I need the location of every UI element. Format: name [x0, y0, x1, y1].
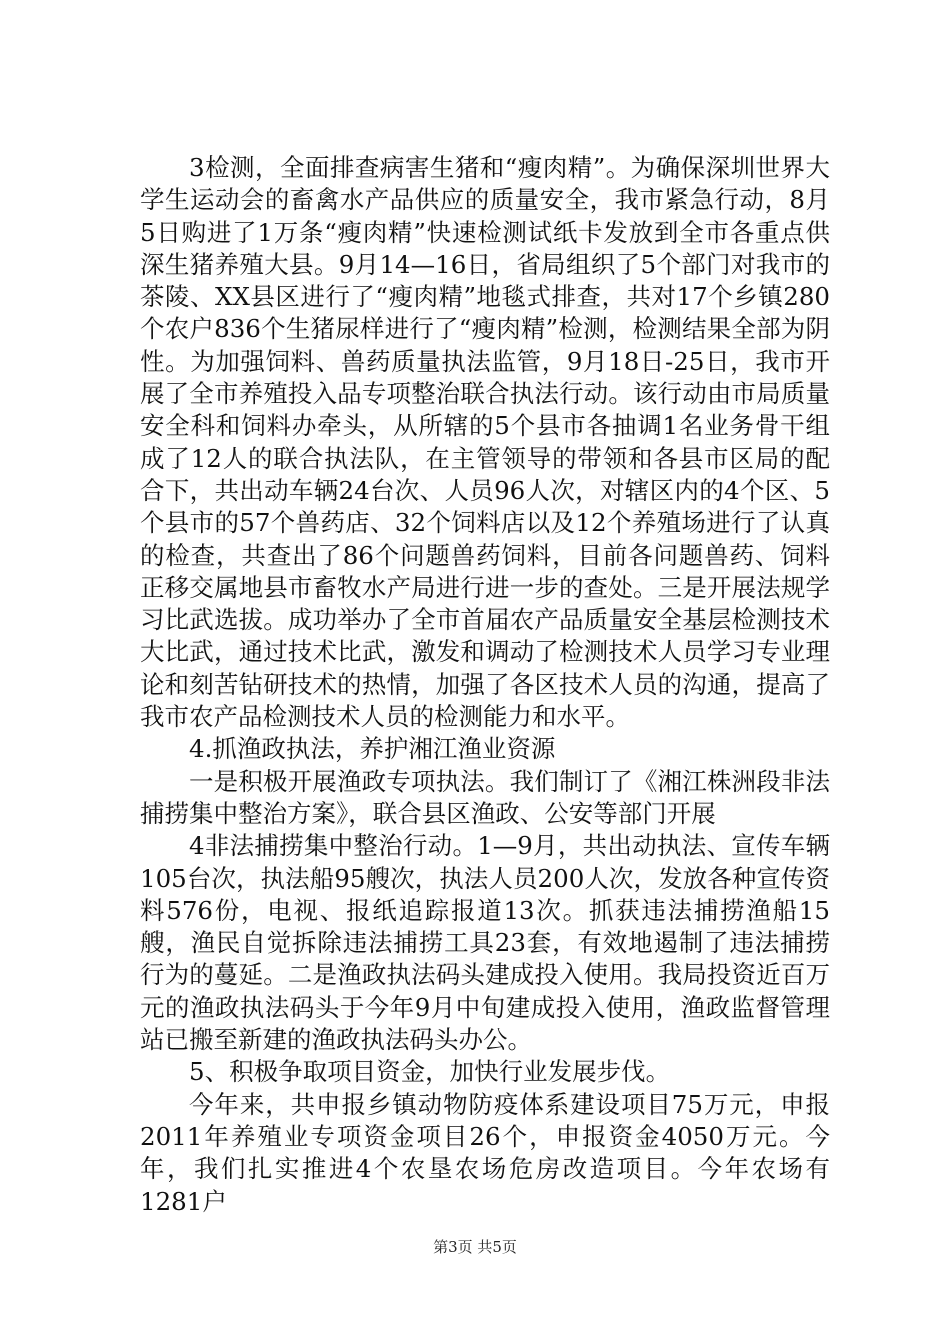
paragraph-illegal-fishing: 4非法捕捞集中整治行动。1—9月，共出动执法、宣传车辆105台次，执法船95艘次，执法人员200人次，发放各种宣传资料576份，电视、报纸追踪报道13次。抓获违法捕捞渔船15艘，渔民自觉拆除违法捕捞工具23套，有效地遏制了违法捕捞行为的蔓延。二是渔政执法码头建成投入使用。我局投资近百万元的渔政执法码头于今年9月中旬建成投入使用，渔政监督管理站已搬至新建的渔政执法码头办公。: [140, 831, 830, 1055]
body-text: [140, 152, 830, 1218]
paragraph-fishery-enforcement: 一是积极开展渔政专项执法。我们制订了《湘江株洲段非法捕捞集中整治方案》，联合县区渔政、公安等部门开展: [140, 766, 830, 828]
section-heading-funding: 5、积极争取项目资金，加快行业发展步伐。: [189, 1057, 671, 1087]
paragraph-inspection: 3检测，全面排查病害生猪和“瘦肉精”。为确保深圳世界大学生运动会的畜禽水产品供应的质量安全，我市紧急行动，8月5日购进了1万条“瘦肉精”快速检测试纸卡发放到全市各重点供深生猪养殖大县。9月14—16日，省局组织了5个部门对我市的茶陵、XX县区进行了“瘦肉精”地毯式排查，共对17个乡镇280个农户836个生猪尿样进行了“瘦肉精”检测，检测结果全部为阴性。为加强饲料、兽药质量执法监管，9月18日-25日，我市开展了全市养殖投入品专项整治联合执法行动。该行动由市局质量安全科和饲料办牵头，从所辖的5个县市各抽调1名业务骨干组成了12人的联合执法队，在主管领导的带领和各县市区局的配合下，共出动车辆24台次、人员96人次，对辖区内的4个区、5个县市的57个兽药店、32个饲料店以及12个养殖场进行了认真的检查，共查出了86个问题兽药饲料，目前各问题兽药、饲料正移交属地县市畜牧水产局进行进一步的查处。三是开展法规学习比武选拔。成功举办了全市首届农产品质量安全基层检测技术大比武，通过技术比武，激发和调动了检测技术人员学习专业理论和刻苦钻研技术的热情，加强了各区技术人员的沟通，提高了我市农产品检测技术人员的检测能力和水平。: [140, 153, 830, 732]
section-heading-fishery: 4.抓渔政执法，养护湘江渔业资源: [189, 734, 556, 764]
page-footer: 第3页 共5页: [433, 1238, 517, 1256]
paragraph-funding: 今年来，共申报乡镇动物防疫体系建设项目75万元，申报2011年养殖业专项资金项目26个，申报资金4050万元。今年，我们扎实推进4个农垦农场危房改造项目。今年农场有1281户: [140, 1089, 830, 1216]
